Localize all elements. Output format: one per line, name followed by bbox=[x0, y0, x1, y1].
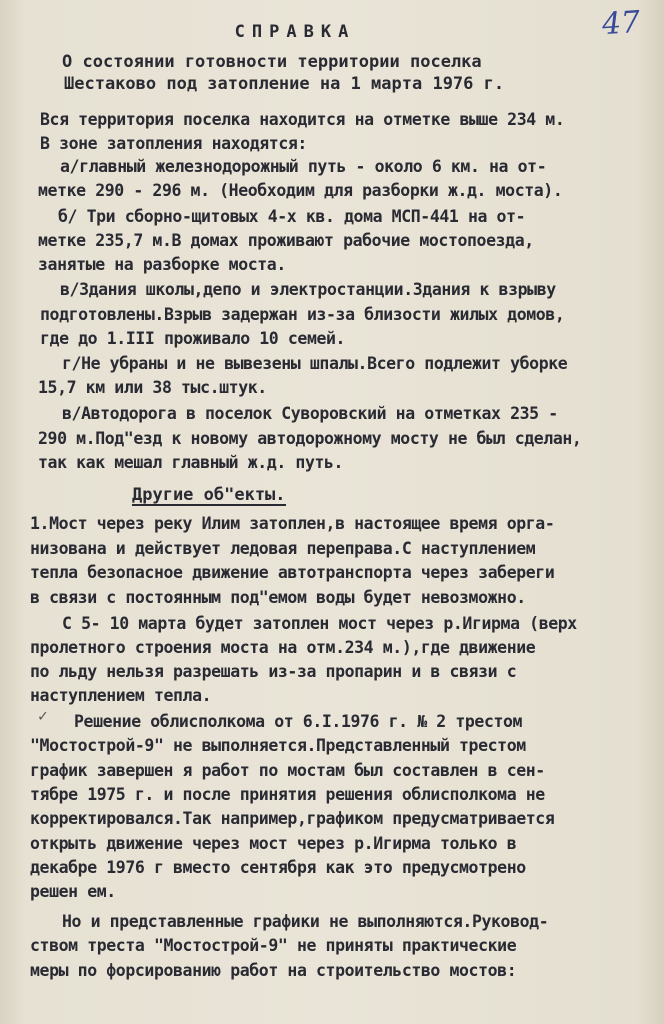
text-line: В зоне затопления находятся: bbox=[40, 134, 307, 153]
text-line: ством треста "Мостострой-9" не приняты практические bbox=[30, 936, 517, 955]
text-line: Решение облисполкома от 6.I.1976 г. № 2 трестом bbox=[74, 712, 523, 731]
margin-mark: ✓ bbox=[38, 706, 48, 725]
text-line: б/ Три сборно-щитовых 4-х кв. дома МСП-441 на от- bbox=[58, 207, 526, 226]
text-line: в/Здания школы,депо и электростанции.Здания к взрыву bbox=[60, 280, 556, 299]
text-line: так как мешал главный ж.д. путь. bbox=[38, 453, 344, 472]
page-number: 47 bbox=[600, 4, 642, 43]
section-heading: Другие об"екты. bbox=[132, 485, 286, 505]
subtitle-line: О состоянии готовности территории поселка bbox=[62, 52, 482, 72]
document-title: СПРАВКА bbox=[234, 22, 356, 42]
text-line: тябре 1975 г. и после принятия решения облисполкома не bbox=[30, 785, 545, 804]
text-line: 1.Мост через реку Илим затоплен,в настоящее время орга- bbox=[30, 514, 555, 533]
text-line: решен ем. bbox=[30, 882, 116, 901]
text-line: по льду нельзя разрешать из-за пропарин и в связи с bbox=[30, 662, 517, 681]
text-line: где до 1.III проживало 10 семей. bbox=[40, 329, 346, 348]
text-line: метке 290 - 296 м. (Необходим для разборки ж.д. моста). bbox=[38, 181, 563, 200]
text-line: Но и представленные графики не выполняются.Руковод- bbox=[62, 912, 549, 931]
text-line: пролетного строения моста на отм.234 м.),где движение bbox=[30, 638, 536, 657]
text-line: график завершен я работ по мостам был составлен в сен- bbox=[30, 761, 545, 780]
text-line: 15,7 км или 38 тыс.штук. bbox=[38, 378, 267, 397]
text-line: открыть движение через мост через р.Игирма только в bbox=[30, 834, 517, 853]
text-line: занятые на разборке моста. bbox=[38, 255, 286, 274]
text-line: г/Не убраны и не вывезены шпалы.Всего подлежит уборке bbox=[62, 354, 568, 373]
text-line: корректировался.Так например,графиком предусматривается bbox=[30, 809, 555, 828]
text-line: метке 235,7 м.В домах проживают рабочие мостопоезда, bbox=[38, 231, 534, 250]
text-line: а/главный железнодорожный путь - около 6 км. на от- bbox=[60, 157, 547, 176]
text-line: подготовлены.Взрыв задержан из-за близости жилых домов, bbox=[40, 305, 565, 324]
text-line: наступлением тепла. bbox=[30, 686, 212, 705]
text-line: в/Автодорога в поселок Суворовский на отметках 235 - bbox=[62, 404, 558, 423]
text-line: "Мостострой-9" не выполняется.Представленный трестом bbox=[30, 736, 526, 755]
text-line: в связи с постоянным под"емом воды будет невозможно. bbox=[30, 588, 526, 607]
text-line: меры по форсированию работ на строительство мостов: bbox=[30, 961, 517, 980]
text-line: низована и действует ледовая переправа.С наступлением bbox=[30, 539, 536, 558]
subtitle-line: Шестаково под затопление на 1 марта 1976 г. bbox=[64, 74, 505, 94]
text-line: 290 м.Под"езд к новому автодорожному мосту не был сделан, bbox=[38, 429, 582, 448]
text-line: С 5- 10 марта будет затоплен мост через р.Игирма (верх bbox=[62, 614, 577, 633]
text-line: Вся территория поселка находится на отметке выше 234 м. bbox=[40, 110, 565, 129]
text-line: тепла безопасное движение автотранспорта через забереги bbox=[30, 563, 555, 582]
text-line: декабре 1976 г вместо сентября как это предусмотрено bbox=[30, 858, 526, 877]
